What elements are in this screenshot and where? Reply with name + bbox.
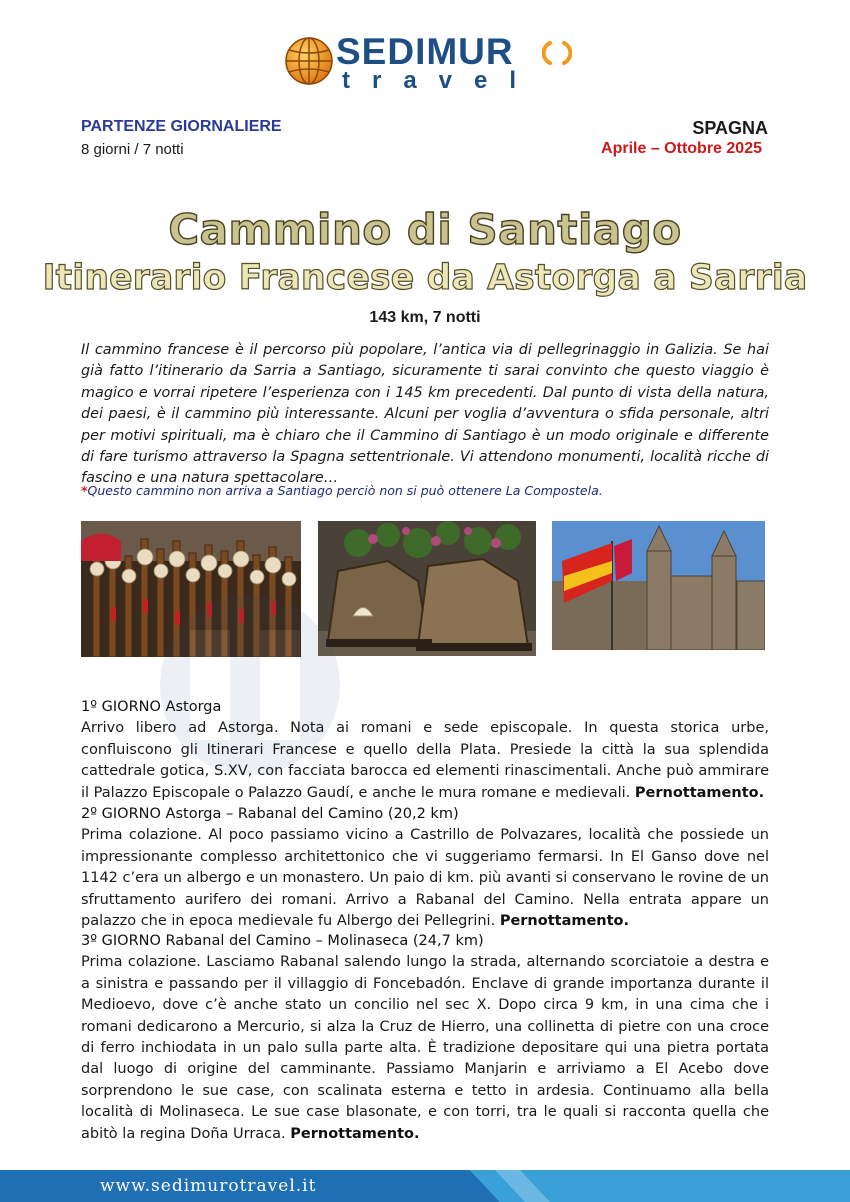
- day-body: [81, 718, 769, 804]
- day-end: Pernottamento.: [499, 913, 630, 930]
- brand-logo: [284, 32, 584, 92]
- day-end: Pernottamento.: [634, 784, 765, 801]
- trip-duration: 8 giorni / 7 notti: [81, 141, 184, 158]
- logo-ring-icon: [542, 38, 572, 68]
- day-body: [81, 825, 769, 932]
- day-end: Pernottamento.: [290, 1125, 420, 1142]
- day-title: 1º GIORNO Astorga: [81, 699, 222, 715]
- day-description: Prima colazione. Al poco passiamo vicino a Castrillo de Polvazares, località che possiede un impressionante complesso architettonico che vi suggeriamo fermarsi. In El Ganso dove nel 1142 c’era un albergo e un monastero. Un paio di km. più avanti si conservano le rovine de un sfruttamento aurifero dei romani. Arrivo a Rabanal del Camino. Nella entrata appare un palazzo che in epoca medievale fu Albergo dei Pellegrini.: [81, 827, 769, 930]
- day-description: Prima colazione. Lasciamo Rabanal salendo lungo la strada, alternando scorciatoie a destra e a sinistra e passando per il villaggio di Foncebadón. Enclave di grande importanza durante il Medioevo, dove c’è anche stato un concilio nel sec X. Dopo circa 9 km, in una cima che i romani dedicarono a Mercurio, si alza la Cruz de Hierro, una collinetta di pietre con una croce di ferro inchiodata in un palo sulla parte alta. È tradizione depositare qui una pietra portata dal luogo di origine del camminante. Passiamo Manjarin e arriviamo a El Acebo dove sorprendono le sue case, con scalinata esterna e tetto in ardesia. Continuamo alla bella località di Molinaseca. Le sue case blasonate, e con torri, tra le quali si racconta quella che abitò la regina Doña Urraca.: [81, 954, 769, 1142]
- compostela-note: [81, 483, 603, 498]
- route-distance: 143 km, 7 notti: [369, 309, 481, 326]
- page-title: Cammino di Santiago: [168, 205, 682, 254]
- day-title: 2º GIORNO Astorga – Rabanal del Camino (20,2 km): [81, 806, 459, 822]
- globe-icon: [284, 36, 334, 86]
- day-title: 3º GIORNO Rabanal del Camino – Molinaseca (24,7 km): [81, 933, 484, 949]
- day-description: Arrivo libero ad Astorga. Nota ai romani e sede episcopale. In questa storica urbe, confluiscono gli Itinerari Francese e quello della Plata. Presiede la città la sua splendida cattedrale gotica, S.XV, con facciata barocca ed elementi rinascimentali. Anche può ammirare il Palazzo Episcopale o Palazzo Gaudí, e anche le mura romane e medievali.: [81, 720, 769, 801]
- day-3: [81, 931, 769, 1145]
- intro-paragraph: Il cammino francese è il percorso più popolare, l’antica via di pellegrinaggio in Galizia. Se hai già fatto l’itinerario da Sarria a Santiago, sicuramente ti sarai convinto che questo viaggio è magico e vorrai ripetere l’esperienza con i 145 km precedenti. Dal punto di vista della natura, dei paesi, è il cammino più interessante. Alcuni per voglia d’avventura o sfida personale, altri per motivi spirituali, ma è chiaro che il Cammino di Santiago è un modo originale e differente di fare turismo attraverso la Spagna settentrionale. Vi attendono monumenti, località ricche di fascino e una natura spettacolare…: [81, 342, 769, 487]
- logo-subtitle: travel: [342, 67, 539, 94]
- day-body: [81, 952, 769, 1145]
- country-label: SPAGNA: [692, 118, 768, 138]
- note-text: Questo cammino non arriva a Santiago perciò non si può ottenere La Compostela.: [87, 483, 603, 498]
- departures-label: PARTENZE GIORNALIERE: [81, 118, 282, 135]
- logo-name: SEDIMUR: [336, 31, 514, 72]
- website-link[interactable]: www.sedimurotravel.it: [100, 1176, 317, 1196]
- page-subtitle: Itinerario Francese da Astorga a Sarria: [42, 258, 808, 298]
- note-star: *: [81, 483, 88, 498]
- photo-santiago-cathedral: [552, 521, 765, 650]
- travel-period: Aprile – Ottobre 2025: [601, 140, 762, 157]
- day-2: [81, 804, 769, 932]
- day-1: [81, 697, 769, 804]
